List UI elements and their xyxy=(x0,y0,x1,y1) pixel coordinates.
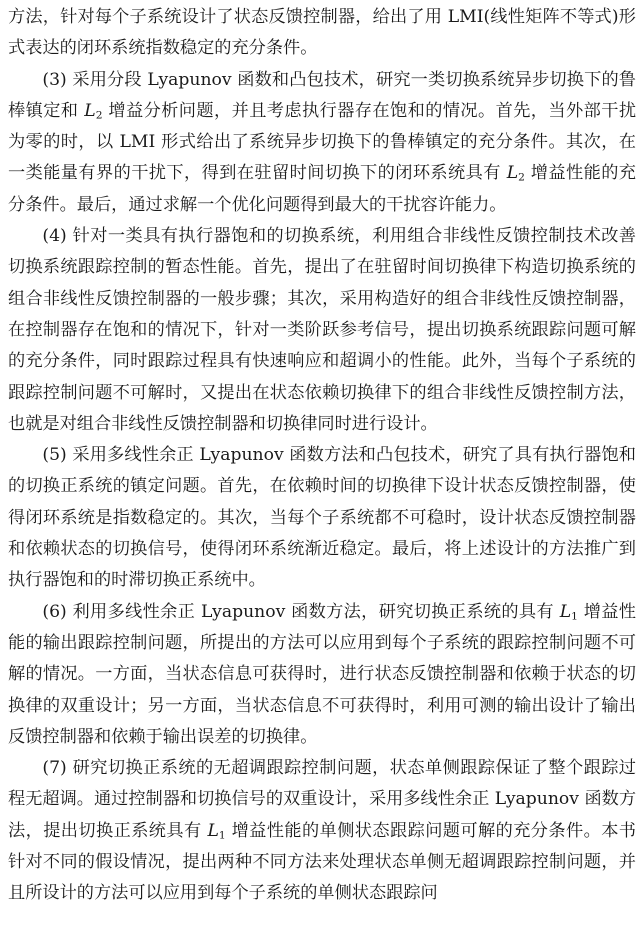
text-run: (3) 采用分段 Lyapunov 函数和凸包技术，研究一类切换系统异步切换下的鲁棒镇定和 xyxy=(8,69,636,121)
text-run: (7) 研究切换正系统的无超调跟踪控制问题，状态单侧跟踪保证了整个跟踪过程无超调。通过控制器和切换信号的双重设计，采用多线性余正 Lyapunov 函数方法，提出切换正系统具有 xyxy=(8,758,637,841)
paragraph-p7 xyxy=(8,753,636,909)
math-symbol: L xyxy=(559,601,572,622)
text-run: 增益性能的充分条件。最后，通过求解一个优化问题得到最大的干扰容许能力。 xyxy=(8,163,636,215)
paragraph-p6 xyxy=(8,597,636,753)
paragraph-p3 xyxy=(8,65,636,221)
text-run: 方法，针对每个子系统设计了状态反馈控制器，给出了用 LMI(线性矩阵不等式)形式表达的闭环系统指数稳定的充分条件。 xyxy=(8,7,636,59)
math-symbol: L xyxy=(207,820,219,841)
math-symbol: L xyxy=(84,100,96,121)
paragraph-p4 xyxy=(8,221,636,440)
text-run: 增益分析问题，并且考虑执行器存在饱和的情况。首先，当外部干扰为零的时，以 LMI 形式给出了系统异步切换下的鲁棒镇定的充分条件。其次，在一类能量有界的干扰下，得到在驻留时间切换下的闭环系统具有 xyxy=(8,100,637,184)
paragraph-p5 xyxy=(8,440,636,596)
subscript-text: 1 xyxy=(571,609,578,623)
text-run: (5) 采用多线性余正 Lyapunov 函数方法和凸包技术，研究了具有执行器饱和的切换正系统的镇定问题。首先，在依赖时间的切换律下设计状态反馈控制器，使得闭环系统是指数稳定的。其次，当每个子系统都不可稳时，设计状态反馈控制器和依赖状态的切换信号，使得闭环系统渐近稳定。最后，将上述设计的方法推广到执行器饱和的时滞切换正系统中。 xyxy=(8,445,636,591)
math-symbol: L xyxy=(506,163,519,184)
text-run: (6) 利用多线性余正 Lyapunov 函数方法，研究切换正系统的具有 xyxy=(42,601,560,622)
text-run: (4) 针对一类具有执行器饱和的切换系统，利用组合非线性反馈控制技术改善切换系统跟踪控制的暂态性能。首先，提出了在驻留时间切换律下构造切换系统的组合非线性反馈控制器的一般步骤；其次，采用构造好的组合非线性反馈控制器，在控制器存在饱和的情况下，针对一类阶跃参考信号，提出切换系统跟踪问题可解的充分条件，同时跟踪过程具有快速响应和超调小的性能。此外，当每个子系统的跟踪控制问题不可解时，又提出在状态依赖切换律下的组合非线性反馈控制方法，也就是对组合非线性反馈控制器和切换律同时进行设计。 xyxy=(8,226,636,434)
paragraph-p0 xyxy=(8,2,636,65)
body-text xyxy=(8,2,636,910)
subscript-text: 2 xyxy=(95,108,103,122)
text-run: 增益性能的单侧状态跟踪问题可解的充分条件。本书针对不同的假设情况，提出两种不同方法来处理状态单侧无超调跟踪控制问题，并且所设计的方法可以应用到每个子系统的单侧状态跟踪问 xyxy=(8,820,636,904)
subscript-text: 1 xyxy=(218,828,226,842)
text-run: 增益性能的输出跟踪控制问题，所提出的方法可以应用到每个子系统的跟踪控制问题不可解的情况。一方面，当状态信息可获得时，进行状态反馈控制器和依赖于状态的切换律的双重设计；另一方面，当状态信息不可获得时，利用可测的输出设计了输出反馈控制器和依赖于输出误差的切换律。 xyxy=(8,601,636,747)
subscript-text: 2 xyxy=(518,171,525,185)
